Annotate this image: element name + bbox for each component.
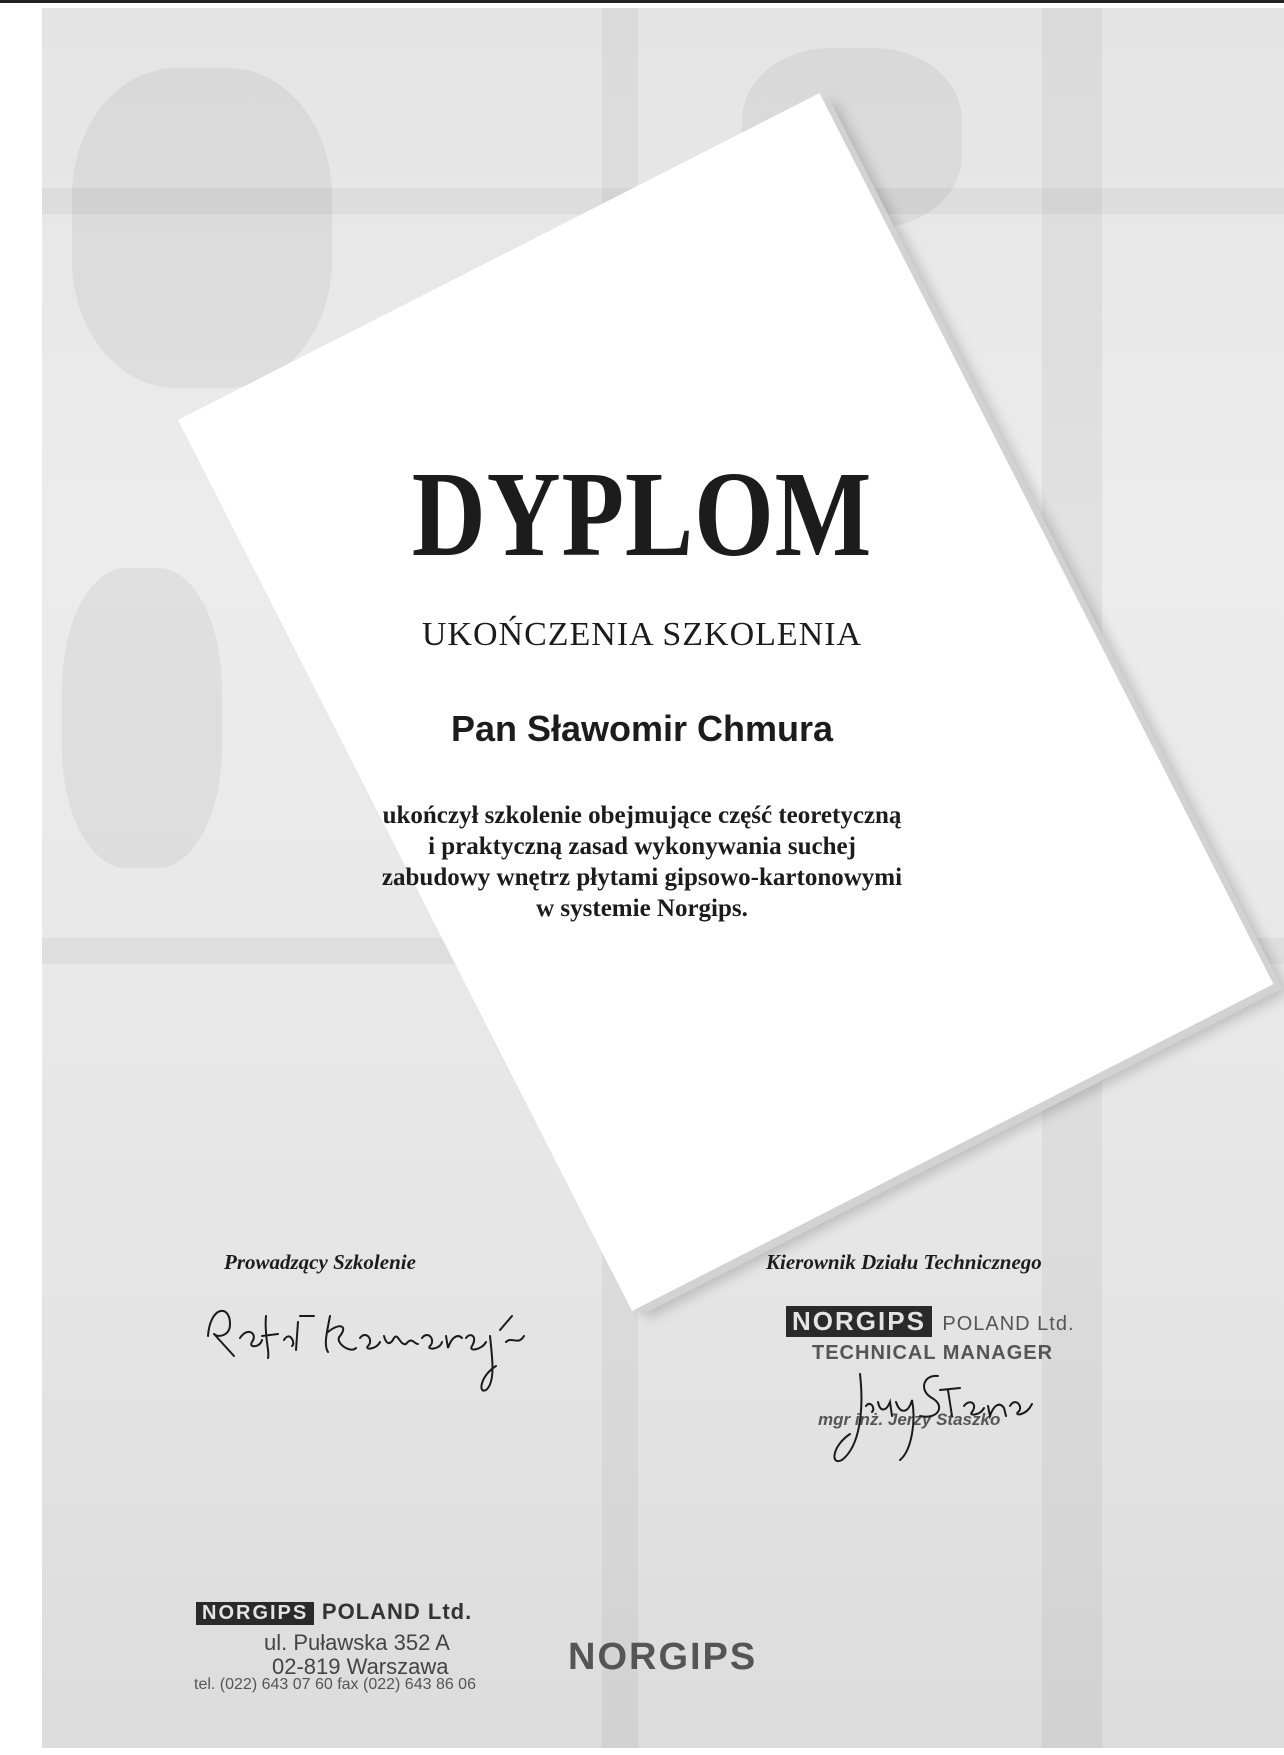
stamp-title: TECHNICAL MANAGER: [812, 1342, 1054, 1364]
body-line: w systemie Norgips.: [536, 895, 748, 922]
footer-address-line1: ul. Puławska 352 A: [264, 1630, 450, 1655]
stamp-company-text: POLAND Ltd.: [942, 1313, 1075, 1335]
footer-address-line2: 02-819 Warszawa: [272, 1654, 449, 1679]
background-shadow: [72, 68, 332, 388]
body-line: zabudowy wnętrz płytami gipsowo-kartonowymi: [381, 864, 903, 891]
stamp-name: mgr inż. Jerzy Staszko: [818, 1410, 1001, 1429]
diploma-title: DYPLOM: [411, 447, 873, 582]
footer-phone-line: tel. (022) 643 07 60 fax (022) 643 86 06: [194, 1676, 476, 1693]
right-signature: [820, 1350, 1060, 1470]
left-signature: [200, 1286, 580, 1396]
footer-stamp-logo: NORGIPS: [196, 1602, 314, 1625]
body-line: ukończył szkolenie obejmujące część teoretyczną: [382, 802, 902, 829]
top-border-line: [0, 0, 1284, 3]
footer-stamp-company: POLAND Ltd.: [321, 1599, 473, 1624]
footer-norgips-logo: NORGIPS: [568, 1636, 758, 1678]
footer-stamp-logo-row: [196, 1598, 472, 1626]
stamp-logo-text: NORGIPS: [786, 1306, 932, 1337]
right-signature-label: Kierownik Działu Technicznego: [766, 1250, 1042, 1274]
diploma-body: [0, 800, 1284, 924]
recipient-name: Pan Sławomir Chmura: [450, 708, 834, 749]
diploma-subtitle: UKOŃCZENIA SZKOLENIA: [421, 616, 863, 653]
body-line: i praktyczną zasad wykonywania suchej: [428, 833, 856, 860]
stamp-norgips-logo: [786, 1300, 1075, 1339]
left-signature-label: Prowadzący Szkolenie: [224, 1250, 416, 1274]
